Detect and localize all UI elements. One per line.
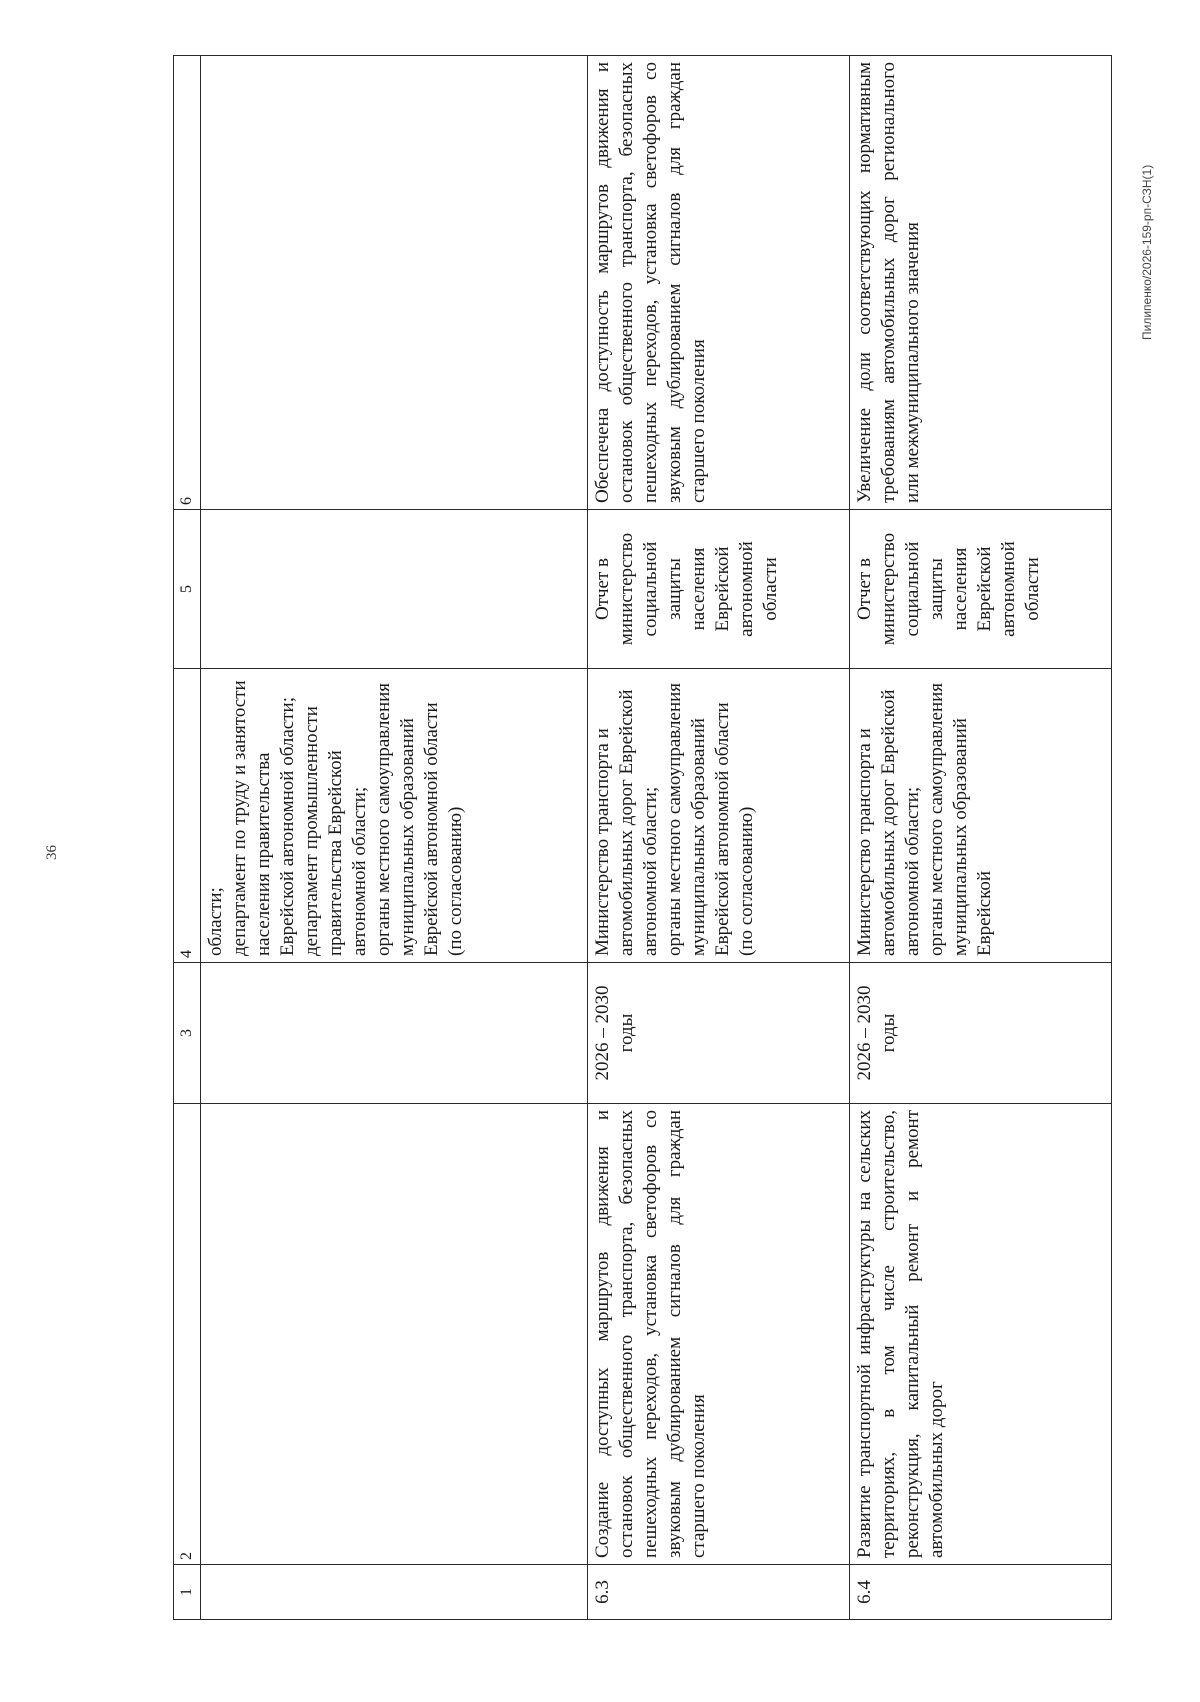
period	[201, 963, 588, 1104]
header-cell-3: 3	[174, 963, 201, 1104]
header-cell-5: 5	[174, 510, 201, 669]
measure-name: Развитие транспортной инфраструктуры на сельских территориях, в том числе строительство, реконструкция, капитальный ремонт и ремонт автомобильных дорог	[850, 1104, 1112, 1565]
expected-result: Увеличение доли соответствующих нормативным требованиям автомобильных дорог регионального или межмуниципального значения	[850, 56, 1112, 510]
row-number	[201, 1565, 588, 1620]
document-code: Пилипенко/2026-159-рп-СЗН(1)	[1140, 164, 1154, 340]
report-form: Отчет в министерство социальной защиты населения Еврейской автономной области	[588, 510, 850, 669]
executors: Министерство транспорта и автомобильных дорог Еврейской автономной области; органы местного самоуправления муниципальных образований Еврейской	[850, 669, 1112, 963]
header-cell-1: 1	[174, 1565, 201, 1620]
table-row	[850, 56, 1112, 1620]
header-row	[174, 56, 201, 1620]
header-cell-2: 2	[174, 1104, 201, 1565]
report-form: Отчет в министерство социальной защиты населения Еврейской автономной области	[850, 510, 1112, 669]
measures-table-container	[173, 62, 1113, 1620]
measure-name: Создание доступных маршрутов движения и остановок общественного транспорта, безопасных пешеходных переходов, установка светофоров со звуковым дублированием сигналов для граждан старшего поколения	[588, 1104, 850, 1565]
report-form	[201, 510, 588, 669]
executors: Министерство транспорта и автомобильных дорог Еврейской автономной области; органы местного самоуправления муниципальных образований Еврейской автономной области (по согласованию)	[588, 669, 850, 963]
header-cell-4: 4	[174, 669, 201, 963]
executors: области; департамент по труду и занятости населения правительства Еврейской автономной области; департамент промышленности правительства Еврейской автономной области; органы местного самоуправления муниципальных образований Еврейской автономной области (по согласованию)	[201, 669, 588, 963]
header-cell-6: 6	[174, 56, 201, 510]
measures-table	[173, 55, 1112, 1620]
row-number: 6.4	[850, 1565, 1112, 1620]
measure-name	[201, 1104, 588, 1565]
page-number: 36	[44, 845, 60, 860]
row-number: 6.3	[588, 1565, 850, 1620]
table-row	[201, 56, 588, 1620]
period: 2026 – 2030 годы	[850, 963, 1112, 1104]
table-row	[588, 56, 850, 1620]
expected-result	[201, 56, 588, 510]
expected-result: Обеспечена доступность маршрутов движения и остановок общественного транспорта, безопасных пешеходных переходов, установка светофоров со звуковым дублированием сигналов для граждан старшего поколения	[588, 56, 850, 510]
period: 2026 – 2030 годы	[588, 963, 850, 1104]
